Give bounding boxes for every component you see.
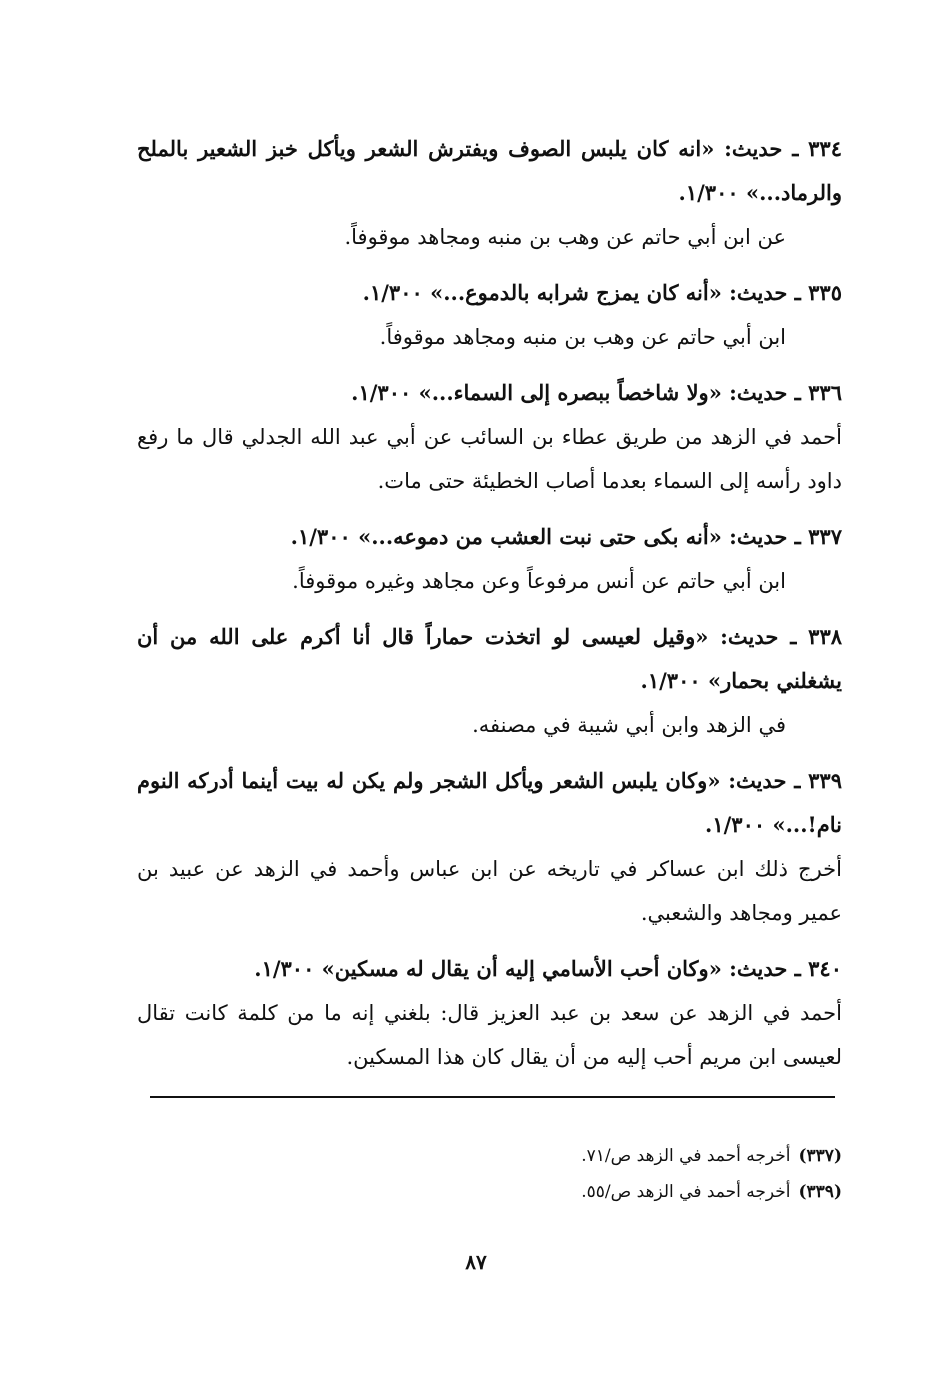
entry-quote: «أنه بكى حتى نبت العشب من دموعه...» bbox=[358, 524, 722, 549]
entry-label: حديث: bbox=[724, 136, 783, 161]
entry-number: ٣٣٨ bbox=[808, 624, 843, 649]
hadith-entry-336 bbox=[137, 371, 842, 503]
entry-source: في الزهد وابن أبي شيبة في مصنفه. bbox=[472, 713, 786, 737]
entry-reference: ١/٣٠٠. bbox=[362, 280, 423, 305]
hadith-entry-337 bbox=[137, 515, 842, 603]
footnote-number: (٣٣٧) bbox=[798, 1146, 842, 1166]
hadith-entry-339 bbox=[137, 759, 842, 935]
entry-heading bbox=[137, 759, 842, 847]
entry-dash: ـ bbox=[787, 380, 809, 405]
footnote-337 bbox=[137, 1138, 842, 1174]
entry-label: حديث: bbox=[729, 280, 788, 305]
entry-reference: ١/٣٠٠. bbox=[290, 524, 351, 549]
entry-heading bbox=[137, 127, 842, 215]
entry-source: أخرج ذلك ابن عساكر في تاريخه عن ابن عباس وأحمد في الزهد عن عبيد بن عمير ومجاهد والشعبي. bbox=[137, 857, 842, 925]
entry-heading bbox=[137, 371, 842, 415]
entry-label: حديث: bbox=[728, 768, 787, 793]
entry-dash: ـ bbox=[782, 136, 809, 161]
entry-number: ٣٣٥ bbox=[808, 280, 842, 305]
footnotes bbox=[137, 1138, 842, 1210]
entry-number: ٣٣٩ bbox=[808, 768, 842, 793]
entry-number: ٣٤٠ bbox=[808, 956, 842, 981]
entry-label: حديث: bbox=[729, 956, 788, 981]
entry-heading bbox=[137, 615, 842, 703]
entry-quote: «وقيل لعيسى لو اتخذت حماراً قال أنا أكرم على الله من أن يشغلني بحمار» bbox=[137, 624, 842, 693]
page-number: ٨٧ bbox=[465, 1250, 487, 1274]
hadith-entry-335 bbox=[137, 271, 842, 359]
entry-source: أحمد في الزهد عن سعد بن عبد العزيز قال: بلغني إنه ما من كلمة كانت تقال لعيسى ابن مريم أحب إليه من أن يقال كان هذا المسكين. bbox=[137, 1001, 842, 1069]
footnote-divider bbox=[150, 1096, 835, 1098]
entry-number: ٣٣٦ bbox=[808, 380, 842, 405]
entry-reference: ١/٣٠٠. bbox=[640, 668, 701, 693]
entry-label: حديث: bbox=[729, 380, 788, 405]
entry-dash: ـ bbox=[778, 624, 809, 649]
entry-number: ٣٣٤ bbox=[808, 136, 842, 161]
entry-dash: ـ bbox=[787, 956, 809, 981]
entry-quote: «وكان يلبس الشعر ويأكل الشجر ولم يكن له بيت أينما أدركه النوم نام!...» bbox=[137, 768, 842, 837]
entry-source: أحمد في الزهد من طريق عطاء بن السائب عن أبي عبد الله الجدلي قال ما رفع داود رأسه إلى السماء بعدما أصاب الخطيئة حتى مات. bbox=[137, 425, 842, 493]
entry-reference: ١/٣٠٠. bbox=[705, 812, 766, 837]
hadith-entry-338 bbox=[137, 615, 842, 747]
entry-quote: «انه كان يلبس الصوف ويفترش الشعر ويأكل خبز الشعير بالملح والرماد...» bbox=[137, 136, 842, 205]
entry-dash: ـ bbox=[787, 524, 809, 549]
entry-source: ابن أبي حاتم عن وهب بن منبه ومجاهد موقوفاً. bbox=[379, 325, 786, 349]
hadith-entry-334 bbox=[137, 127, 842, 259]
footnote-339 bbox=[137, 1174, 842, 1210]
entry-quote: «أنه كان يمزج شرابه بالدموع...» bbox=[430, 280, 722, 305]
hadith-entries bbox=[137, 127, 842, 1091]
entry-source: عن ابن أبي حاتم عن وهب بن منبه ومجاهد موقوفاً. bbox=[344, 225, 786, 249]
entry-source: ابن أبي حاتم عن أنس مرفوعاً وعن مجاهد وغيره موقوفاً. bbox=[292, 569, 786, 593]
entry-number: ٣٣٧ bbox=[808, 524, 842, 549]
entry-reference: ١/٣٠٠. bbox=[351, 380, 412, 405]
entry-heading bbox=[137, 271, 842, 315]
footnote-number: (٣٣٩) bbox=[798, 1182, 842, 1202]
entry-reference: ١/٣٠٠. bbox=[678, 180, 739, 205]
entry-quote: «ولا شاخصاً ببصره إلى السماء...» bbox=[418, 380, 722, 405]
entry-reference: ١/٣٠٠. bbox=[254, 956, 315, 981]
entry-label: حديث: bbox=[729, 524, 788, 549]
entry-dash: ـ bbox=[787, 280, 809, 305]
entry-label: حديث: bbox=[720, 624, 779, 649]
entry-heading bbox=[137, 947, 842, 991]
entry-dash: ـ bbox=[786, 768, 809, 793]
entry-quote: «وكان أحب الأسامي إليه أن يقال له مسكين» bbox=[321, 956, 722, 981]
footnote-text: أخرجه أحمد في الزهد ص/٥٥. bbox=[581, 1182, 791, 1202]
footnote-text: أخرجه أحمد في الزهد ص/٧١. bbox=[581, 1146, 791, 1166]
entry-heading bbox=[137, 515, 842, 559]
hadith-entry-340 bbox=[137, 947, 842, 1079]
